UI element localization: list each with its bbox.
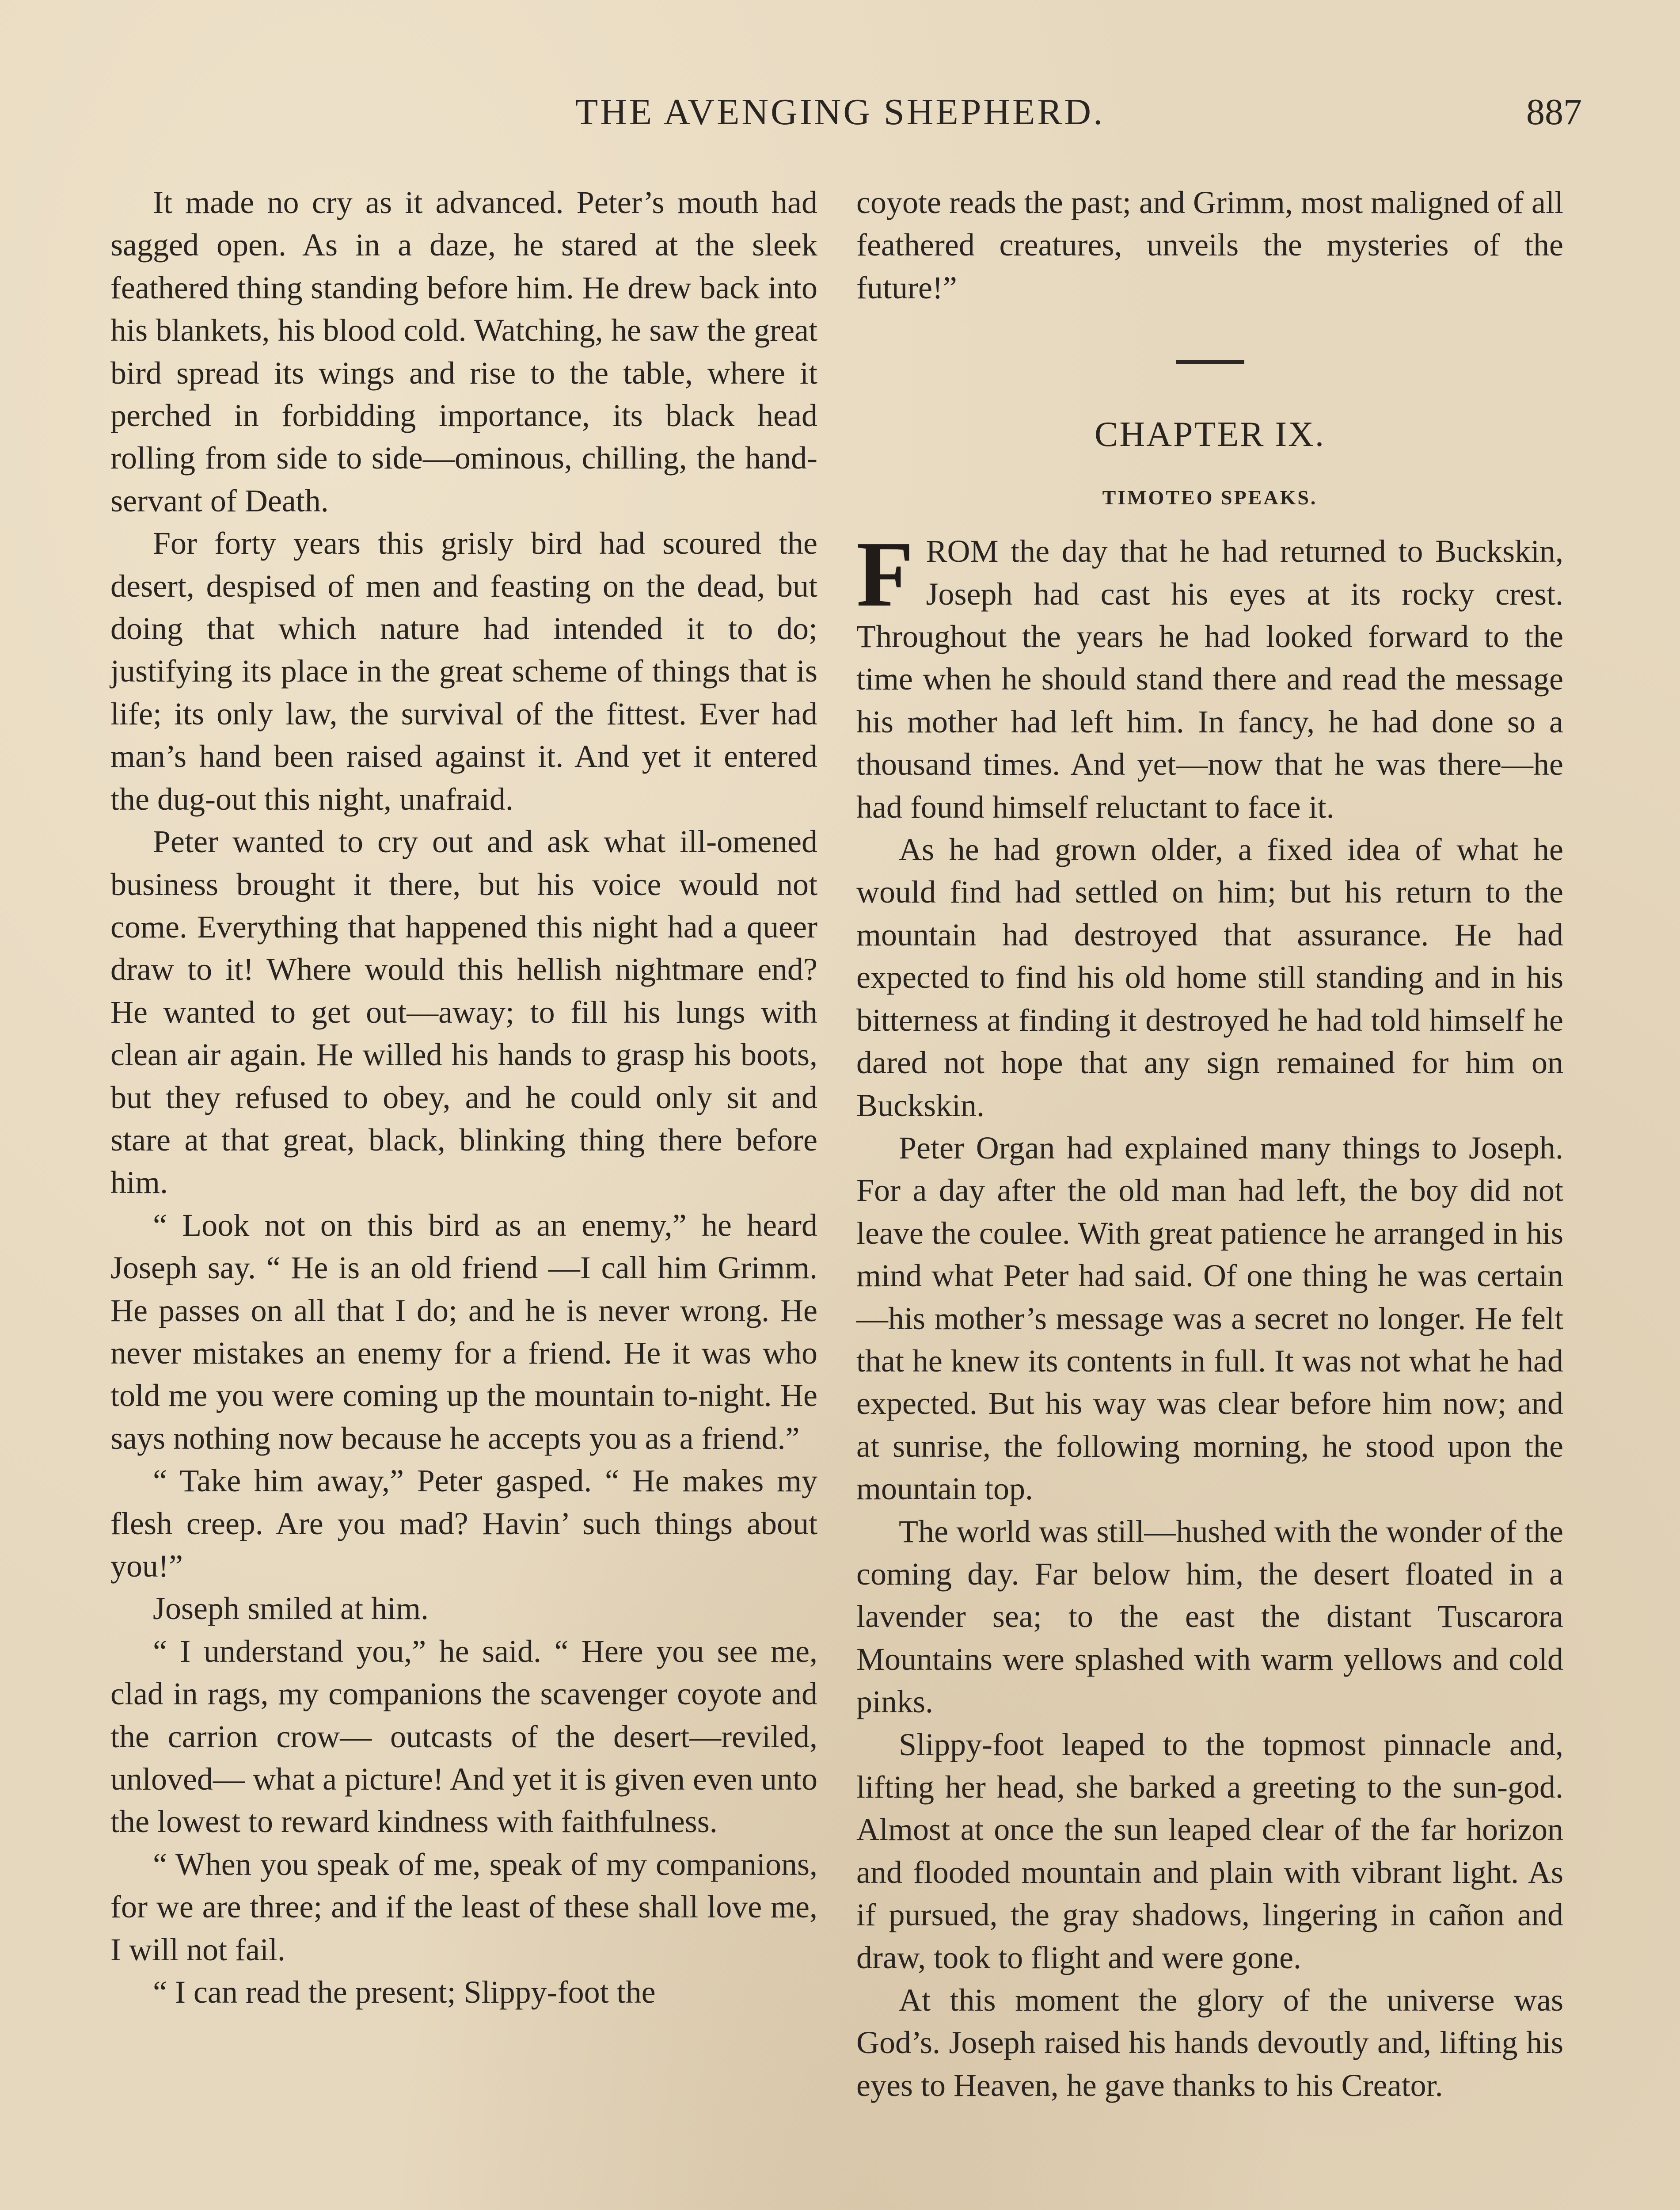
paragraph: It made no cry as it advanced. Peter’s mouth had sagged open. As in a daze, he stared at the sleek feathered thing standing before him. He drew back into his blankets, his blood cold. Watching, he saw the great bird spread its wings and rise to the table, where it perched in forbidding importance, its black head rolling from side to side—ominous, chilling, the hand-servant of Death.: [110, 185, 817, 518]
chapter-subtitle: TIMOTEO SPEAKS.: [1102, 486, 1318, 509]
paragraph: “ When you speak of me, speak of my companions, for we are three; and if the least of these shall love me, I will not fail.: [110, 1846, 817, 1967]
page-header: [0, 91, 1680, 144]
page-number: 887: [1526, 91, 1582, 133]
paragraph: “ Take him away,” Peter gasped. “ He makes my flesh creep. Are you mad? Havin’ such things about you!”: [110, 1463, 817, 1584]
section-divider: [1176, 360, 1244, 364]
chapter-opening-paragraph: [856, 522, 1563, 828]
right-column: [856, 181, 1563, 2107]
paragraph: For forty years this grisly bird had scoured the desert, despised of men and feasting on the dead, but doing that which nature had intended it to do; justifying its place in the great scheme of things that is life; its only law, the survival of the fittest. Ever had man’s hand been raised against it. And yet it entered the dug-out this night, unafraid.: [110, 526, 817, 817]
continuation-paragraph: coyote reads the past; and Grimm, most maligned of all feathered creatures, unveils the mysteries of the future!”: [856, 185, 1563, 305]
paragraph: “ I understand you,” he said. “ Here you see me, clad in rags, my companions the scavenger coyote and the carrion crow— outcasts of the desert—reviled, unloved— what a picture! And yet it is given even unto the lowest to reward kindness with faithfulness.: [110, 1633, 817, 1840]
paragraph: The world was still—hushed with the wonder of the coming day. Far below him, the desert floated in a lavender sea; to the east the distant Tuscarora Mountains were splashed with warm yellows and cold pinks.: [856, 1513, 1563, 1720]
drop-cap: F: [856, 522, 914, 626]
running-title: THE AVENGING SHEPHERD.: [575, 91, 1105, 133]
paragraph: Peter wanted to cry out and ask what ill-omened business brought it there, but his voice would not come. Everything that happened this night had a queer draw to it! Where would this hellish nightmare end? He wanted to get out—away; to fill his lungs with clean air again. He willed his hands to grasp his boots, but they refused to obey, and he could only sit and stare at that great, black, blinking thing there before him.: [110, 824, 817, 1200]
paragraph: “ I can read the present; Slippy-foot the: [153, 1974, 656, 2010]
opening-text: ROM the day that he had returned to Buckskin, Joseph had cast his eyes at its rocky crest. Throughout the years he had looked forward to the time when he should stand there and read the message his mother had left him. In fancy, he had done so a thousand times. And yet—now that he was there—he had found himself reluctant to face it.: [856, 533, 1563, 825]
paragraph: At this moment the glory of the universe was God’s. Joseph raised his hands devoutly and, lifting his eyes to Heaven, he gave thanks to his Creator.: [856, 1982, 1563, 2103]
paragraph: As he had grown older, a fixed idea of what he would find had settled on him; but his return to the mountain had destroyed that assurance. He had expected to find his old home still standing and in his bitterness at finding it destroyed he had told himself he dared not hope that any sign remained for him on Buckskin.: [856, 832, 1563, 1123]
paragraph: Peter Organ had explained many things to Joseph. For a day after the old man had left, the boy did not leave the coulee. With great patience he arranged in his mind what Peter had said. Of one thing he was certain—his mother’s message was a secret no longer. He felt that he knew its contents in full. It was not what he had expected. But his way was clear before him now; and at sunrise, the following morning, he stood upon the mountain top.: [856, 1130, 1563, 1507]
paragraph: Joseph smiled at him.: [153, 1591, 429, 1627]
paragraph: Slippy-foot leaped to the topmost pinnacle and, lifting her head, she barked a greeting to the sun-god. Almost at once the sun leaped clear of the far horizon and flooded mountain and plain with vibrant light. As if pursued, the gray shadows, lingering in cañon and draw, took to flight and were gone.: [856, 1726, 1563, 1975]
paragraph: “ Look not on this bird as an enemy,” he heard Joseph say. “ He is an old friend —I call him Grimm. He passes on all that I do; and he is never wrong. He never mistakes an enemy for a friend. He it was who told me you were coming up the mountain to-night. He says nothing now because he accepts you as a friend.”: [110, 1207, 817, 1456]
left-column: [110, 181, 817, 2013]
chapter-title: CHAPTER IX.: [1095, 415, 1325, 454]
